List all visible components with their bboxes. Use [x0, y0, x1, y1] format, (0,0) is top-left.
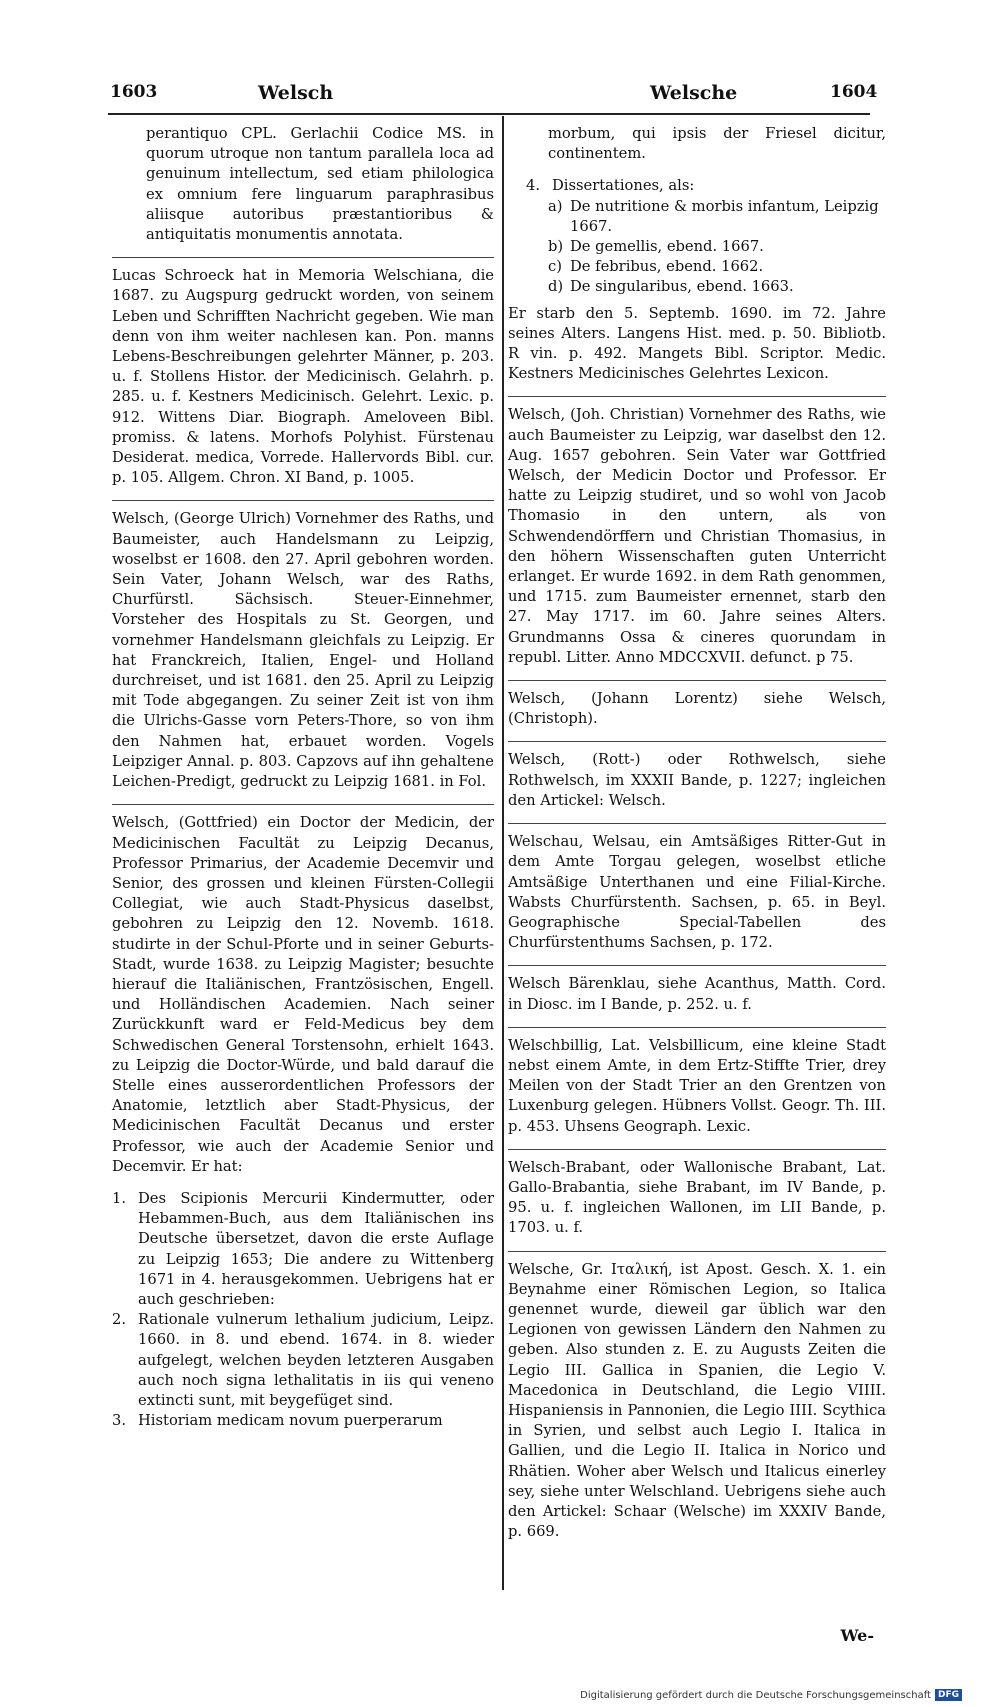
work-number: 1.	[112, 1189, 127, 1207]
continued-text: morbum, qui ipsis der Friesel dicitur, continentem.	[548, 125, 886, 163]
entry-separator	[508, 823, 886, 824]
footer	[580, 1689, 962, 1701]
entry-separator	[112, 804, 494, 805]
work-number: 2.	[112, 1311, 127, 1329]
entry-schroeck: Lucas Schroeck hat in Memoria Welschiana, die 1687. zu Augspurg gedruckt worden, von seinem Leben und Schrifften Nachricht gegeben. Wie man denn von ihm weiter nachlesen kan. Pon. manns Lebens-Beschreibungen gelehrter Männer, p. 203. u. f. Stollens Histor. der Medicinisch. Gelahrh. p. 285. u. f. Kestners Medicinisch. Gelehrt. Lexic. p. 912. Wittens Diar. Biograph. Ameloveen Bibl. promiss. & latens. Morhofs Polyhist. Fürstenau Desiderat. medica, Vorrede. Hallervords Bibl. cur. p. 105. Allgem. Chron. XI Band, p. 1005.	[112, 267, 494, 487]
footer-text: Digitalisierung gefördert durch die Deutsche Forschungsgemeinschaft	[580, 1689, 931, 1701]
dissertation-item	[548, 197, 886, 237]
work-number: 3.	[112, 1412, 127, 1430]
work-item	[508, 176, 886, 196]
entry-separator	[112, 257, 494, 258]
work-item	[112, 1189, 494, 1310]
work-item	[112, 1310, 494, 1411]
dissertation-text: De gemellis, ebend. 1667.	[570, 238, 764, 256]
dissertation-item	[548, 237, 886, 257]
work-text: Rationale vulnerum lethalium judicium, Leipz. 1660. in 8. und ebend. 1674. in 8. wieder aufgelegt, welchen beyden letzteren Ausgaben auch noch signa lethalitatis in iis qui veneno extincti sunt, mit beygefüget sind.	[138, 1311, 494, 1409]
entry-separator	[508, 680, 886, 681]
work-text: Des Scipionis Mercurii Kindermutter, oder Hebammen-Buch, aus dem Italiänischen ins Deutsche übersetzet, davon die erste Auflage zu Leipzig 1653; Die andere zu Wittenberg 1671 in 4. herausgekommen. Uebrigens hat er auch geschrieben:	[138, 1189, 494, 1308]
dissertation-letter: b)	[548, 238, 564, 256]
work-text: Dissertationes, als:	[552, 177, 695, 195]
entry-separator	[508, 396, 886, 397]
entry-welsch-gottfried: Welsch, (Gottfried) ein Doctor der Medicin, der Medicinischen Facultät zu Leipzig Decanus, Professor Primarius, der Academie Decemvir und Senior, des grossen und kleinen Fürsten-Collegii Collegiat, wie auch Stadt-Physicus daselbst, gebohren zu Leipzig den 12. Novemb. 1618. studirte in der Schul-Pforte und in seiner Geburts-Stadt, wurde 1638. zu Leipzig Magister; besuchte hierauf die Italiänischen, Frantzösischen, Engell. und Holländischen Academien. Nach seiner Zurückkunft ward er Feld-Medicus bey dem Schwedischen General Torstensohn, erhielt 1643. zu Leipzig die Doctor-Würde, und bald darauf die Stelle eines ausserordentlichen Professors der Anatomie, letztlich aber Stadt-Physicus, der Medicinischen Facultät Decanus und erster Professor, wie auch der Academie Senior und Decemvir. Er hat:	[112, 814, 494, 1175]
catchword: We-	[840, 1626, 874, 1645]
work-text: Historiam medicam novum puerperarum	[138, 1412, 443, 1430]
header-rule	[108, 113, 870, 115]
column-divider	[502, 116, 504, 1590]
entry-welsche: Welsche, Gr. Ιταλική, ist Apost. Gesch. X. 1. ein Beynahme einer Römischen Legion, so Italica genennet wurde, dieweil gar üblich war den Legionen von gewissen Ländern den Nahmen zu geben. Also stunden z. E. zu Augusts Zeiten die Legio III. Gallica in Spanien, die Legio V. Macedonica in Deutschland, die Legio VIIII. Hispaniensis in Pannonien, die Legio IIII. Scythica in Syrien, und selbst auch Legio I. Italica in Gallien, und die Legio II. Italica in Norico und Rhätien. Woher aber Welsch und Italicus einerley sey, siehe unter Welschland. Uebrigens siehe auch den Artickel: Schaar (Welsche) im XXXIV Bande, p. 669.	[508, 1260, 886, 1541]
entry-welsch-lorentz: Welsch, (Johann Lorentz) siehe Welsch, (Christoph).	[508, 690, 886, 728]
work-number: 4.	[526, 177, 541, 195]
dissertation-item	[548, 257, 886, 277]
entry-death-note: Er starb den 5. Septemb. 1690. im 72. Jahre seines Alters. Langens Hist. med. p. 50. Bibliotb. R vin. p. 492. Mangets Bibl. Scriptor. Medic. Kestners Medicinisches Gelehrtes Lexicon.	[508, 304, 886, 383]
running-head-right: Welsche	[650, 82, 738, 104]
running-head-left: Welsch	[258, 82, 334, 104]
entry-separator	[508, 741, 886, 742]
entry-welsch-george: Welsch, (George Ulrich) Vornehmer des Raths, und Baumeister, auch Handelsmann zu Leipzig, woselbst er 1608. den 27. April gebohren worden. Sein Vater, Johann Welsch, war des Raths, Churfürstl. Sächsisch. Steuer-Einnehmer, Vorsteher des Hospitals zu St. Georgen, und vornehmer Handelsmann gleichfals zu Leipzig. Er hat Franckreich, Italien, Engel- und Holland durchreiset, und ist 1681. den 25. April zu Leipzig mit Tode abgegangen. Zu seiner Zeit ist von ihm die Ulrichs-Gasse vorn Peters-Thore, so von ihm den Nahmen hat, erbauet worden. Vogels Leipziger Annal. p. 803. Capzovs auf ihn gehaltene Leichen-Predigt, gedruckt zu Leipzig 1681. in Fol.	[112, 510, 494, 791]
dissertation-letter: c)	[548, 258, 562, 276]
right-column	[508, 124, 886, 1554]
page-number-left: 1603	[110, 82, 158, 102]
dissertation-letter: a)	[548, 197, 563, 215]
entry-separator	[508, 1027, 886, 1028]
dissertation-text: De singularibus, ebend. 1663.	[570, 278, 794, 296]
dissertation-text: De febribus, ebend. 1662.	[570, 258, 764, 276]
entry-separator	[508, 1149, 886, 1150]
dissertation-text: De nutritione & morbis infantum, Leipzig 1667.	[570, 197, 879, 235]
entry-separator	[508, 965, 886, 966]
dissertation-item	[548, 277, 886, 297]
dfg-logo: DFG	[935, 1689, 962, 1701]
entry-welsch-baerenklau: Welsch Bärenklau, siehe Acanthus, Matth. Cord. in Diosc. im I Bande, p. 252. u. f.	[508, 975, 886, 1013]
work-item	[112, 1411, 494, 1431]
left-column	[112, 124, 494, 1431]
dissertation-list	[508, 197, 886, 298]
entry-separator	[112, 500, 494, 501]
entry-welsch-brabant: Welsch-Brabant, oder Wallonische Brabant, Lat. Gallo-Brabantia, siehe Brabant, im IV Bande, p. 95. u. f. ingleichen Wallonen, im LII Bande, p. 1703. u. f.	[508, 1158, 886, 1237]
entry-separator	[508, 1251, 886, 1252]
entry-welschau: Welschau, Welsau, ein Amtsäßiges Ritter-Gut in dem Amte Torgau gelegen, woselbst etliche Amtsäßige Unterthanen und eine Filial-Kirche. Wabsts Churfürstenth. Sachsen, p. 65. in Beyl. Geographische Special-Tabellen des Churfürstenthums Sachsen, p. 172.	[508, 833, 886, 952]
continued-text: perantiquo CPL. Gerlachii Codice MS. in quorum utroque non tantum parallela loca ad genuinum intellectum, sed etiam philologica ex omnium fere linguarum paraphrasibus aliisque autoribus præstantioribus & antiquitatis monumentis annotata.	[146, 125, 494, 244]
entry-welsch-christian: Welsch, (Joh. Christian) Vornehmer des Raths, wie auch Baumeister zu Leipzig, war daselbst den 12. Aug. 1657 gebohren. Sein Vater war Gottfried Welsch, der Medicin Doctor und Professor. Er hatte zu Leipzig studiret, und so wohl von Jacob Thomasio in den untern, als von Schwendendörffern und Christian Thomasius, in den höhern Wissenschaften guten Unterricht erlanget. Er wurde 1692. in dem Rath genommen, und 1715. zum Baumeister ernennet, starb den 27. May 1717. im 60. Jahre seines Alters. Grundmanns Ossa & cineres quorundam in republ. Litter. Anno MDCCXVII. defunct. p 75.	[508, 406, 886, 666]
page-number-right: 1604	[830, 82, 878, 102]
entry-welsch-rott: Welsch, (Rott-) oder Rothwelsch, siehe Rothwelsch, im XXXII Bande, p. 1227; ingleichen den Artickel: Welsch.	[508, 751, 886, 809]
dissertation-letter: d)	[548, 278, 564, 296]
entry-welschbillig: Welschbillig, Lat. Velsbillicum, eine kleine Stadt nebst einem Amte, in dem Ertz-Stiffte Trier, drey Meilen von der Stadt Trier an den Grentzen von Luxenburg gelegen. Hübners Vollst. Geogr. Th. III. p. 453. Uhsens Geograph. Lexic.	[508, 1036, 886, 1135]
